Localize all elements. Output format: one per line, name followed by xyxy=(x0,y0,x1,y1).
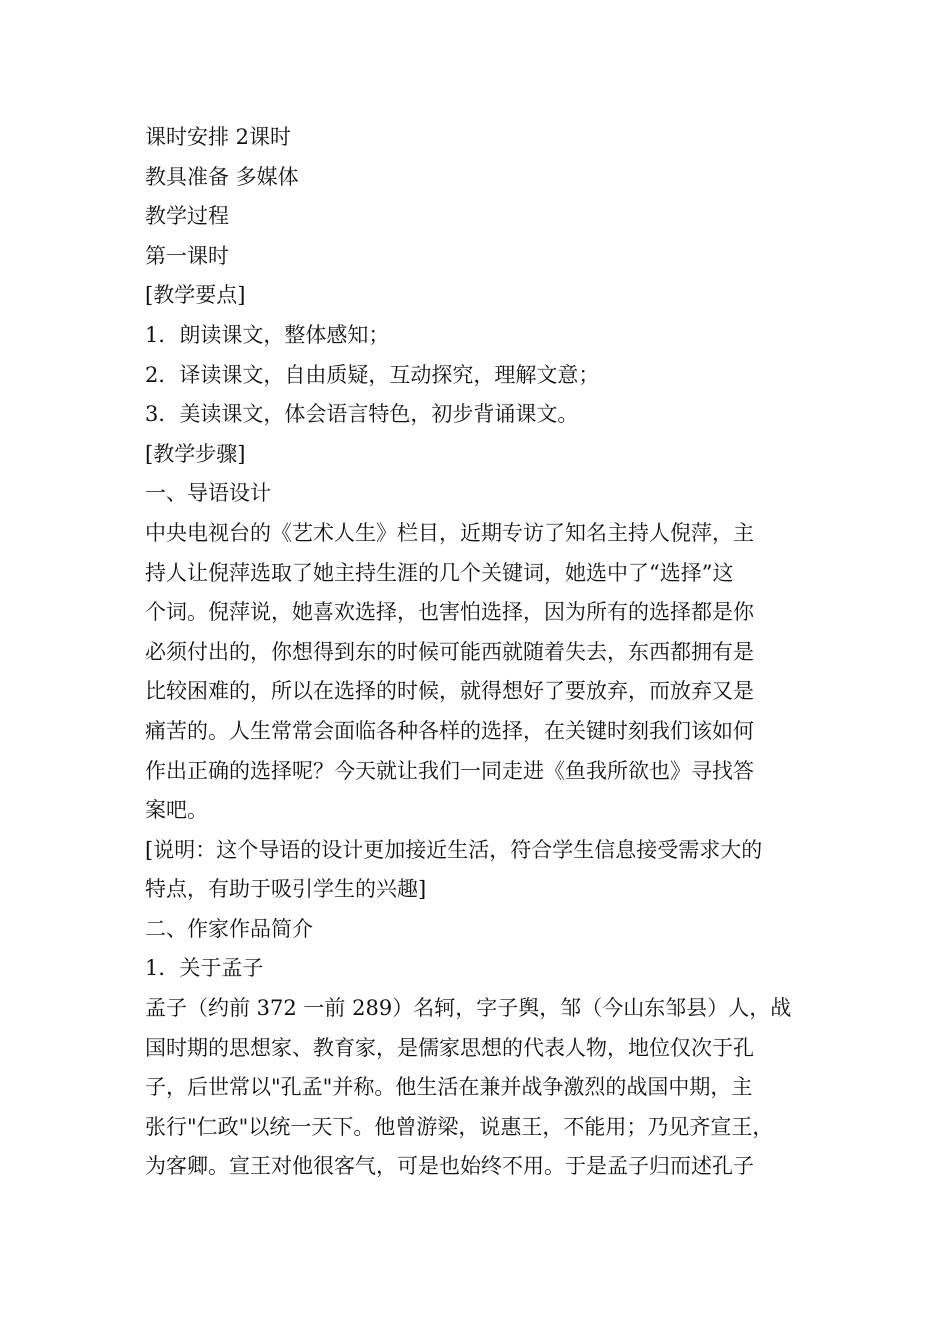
teaching-point-3: 3．美读课文，体会语言特色，初步背诵课文。 xyxy=(145,402,579,427)
first-lesson-heading: 第一课时 xyxy=(145,243,229,268)
intro-paragraph-line: 作出正确的选择呢？今天就让我们一同走进《鱼我所欲也》寻找答 xyxy=(145,758,754,783)
teaching-steps-heading: [教学步骤] xyxy=(145,441,246,466)
intro-design-heading: 一、导语设计 xyxy=(145,481,271,506)
mencius-paragraph-line: 子，后世常以"孔孟"并称。他生活在兼并战争激烈的战国中期，主 xyxy=(145,1075,753,1100)
mencius-paragraph-line: 国时期的思想家、教育家，是儒家思想的代表人物，地位仅次于孔 xyxy=(145,1035,754,1060)
intro-paragraph-line: 必须付出的，你想得到东的时候可能西就随着失去，东西都拥有是 xyxy=(145,639,754,664)
explanation-note-line: [说明：这个导语的设计更加接近生活，符合学生信息接受需求大的 xyxy=(145,837,763,862)
document-page xyxy=(145,118,810,1187)
teaching-points-heading: [教学要点] xyxy=(145,283,246,308)
intro-paragraph-line: 案吧。 xyxy=(145,798,208,823)
teaching-point-2: 2．译读课文，自由质疑，互动探究，理解文意； xyxy=(145,362,600,387)
author-works-heading: 二、作家作品简介 xyxy=(145,916,313,941)
lesson-hours-line: 课时安排 2课时 xyxy=(145,125,292,149)
intro-paragraph-line: 个词。倪萍说，她喜欢选择，也害怕选择，因为所有的选择都是你 xyxy=(145,600,754,625)
intro-paragraph-line: 比较困难的，所以在选择的时候，就得想好了要放弃，而放弃又是 xyxy=(145,679,754,704)
about-mencius-heading: 1．关于孟子 xyxy=(145,956,264,981)
mencius-paragraph-line: 张行"仁政"以统一天下。他曾游梁，说惠王，不能用；乃见齐宣王， xyxy=(145,1114,774,1139)
teaching-process-heading: 教学过程 xyxy=(145,204,229,229)
intro-paragraph-line: 痛苦的。人生常常会面临各种各样的选择，在关键时刻我们该如何 xyxy=(145,718,754,743)
intro-paragraph-line: 中央电视台的《艺术人生》栏目，近期专访了知名主持人倪萍，主 xyxy=(145,520,754,545)
explanation-note-line: 特点，有助于吸引学生的兴趣] xyxy=(145,877,427,902)
mencius-paragraph-line: 孟子（约前 372 一前 289）名轲，字子舆，邹（今山东邹县）人，战 xyxy=(145,996,792,1021)
intro-paragraph-line: 持人让倪萍选取了她主持生涯的几个关键词，她选中了“选择”这 xyxy=(145,560,734,585)
teaching-point-1: 1．朗读课文，整体感知； xyxy=(145,322,390,347)
mencius-paragraph-line: 为客卿。宣王对他很客气，可是也始终不用。于是孟子归而述孔子 xyxy=(145,1154,754,1179)
teaching-aids-line: 教具准备 多媒体 xyxy=(145,164,299,189)
